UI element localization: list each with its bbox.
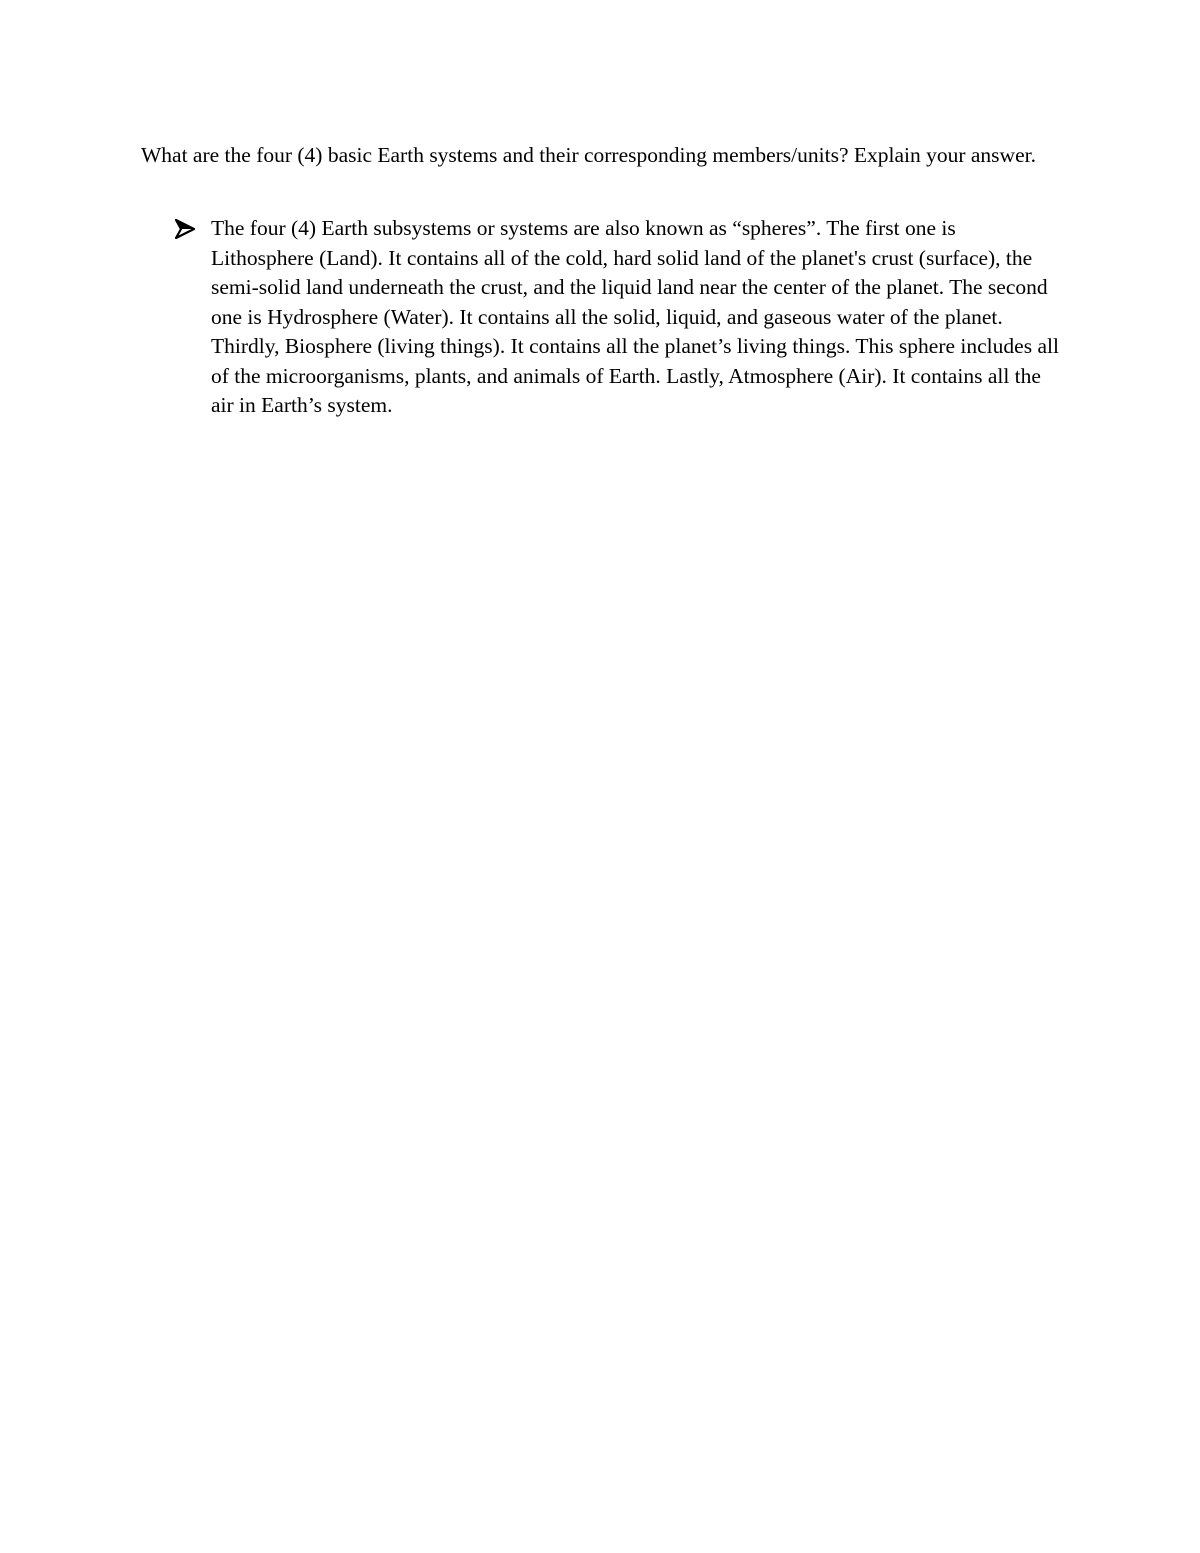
answer-list [141, 214, 1061, 421]
answer-text: The four (4) Earth subsystems or systems are also known as “spheres”. The first one is Lithosphere (Land). It contains all of the cold, hard solid land of the planet's crust (surface), the semi-solid land underneath the crust, and the liquid land near the center of the planet. The second one is Hydrosphere (Water). It contains all the solid, liquid, and gaseous water of the planet. Thirdly, Biosphere (living things). It contains all the planet’s living things. This sphere includes all of the microorganisms, plants, and animals of Earth. Lastly, Atmosphere (Air). It contains all the air in Earth’s system. [211, 216, 1059, 417]
arrowhead-bullet-icon [175, 219, 195, 239]
question-text: What are the four (4) basic Earth systems and their corresponding members/units? Explain your answer. [141, 143, 1036, 167]
list-item [141, 214, 1061, 421]
